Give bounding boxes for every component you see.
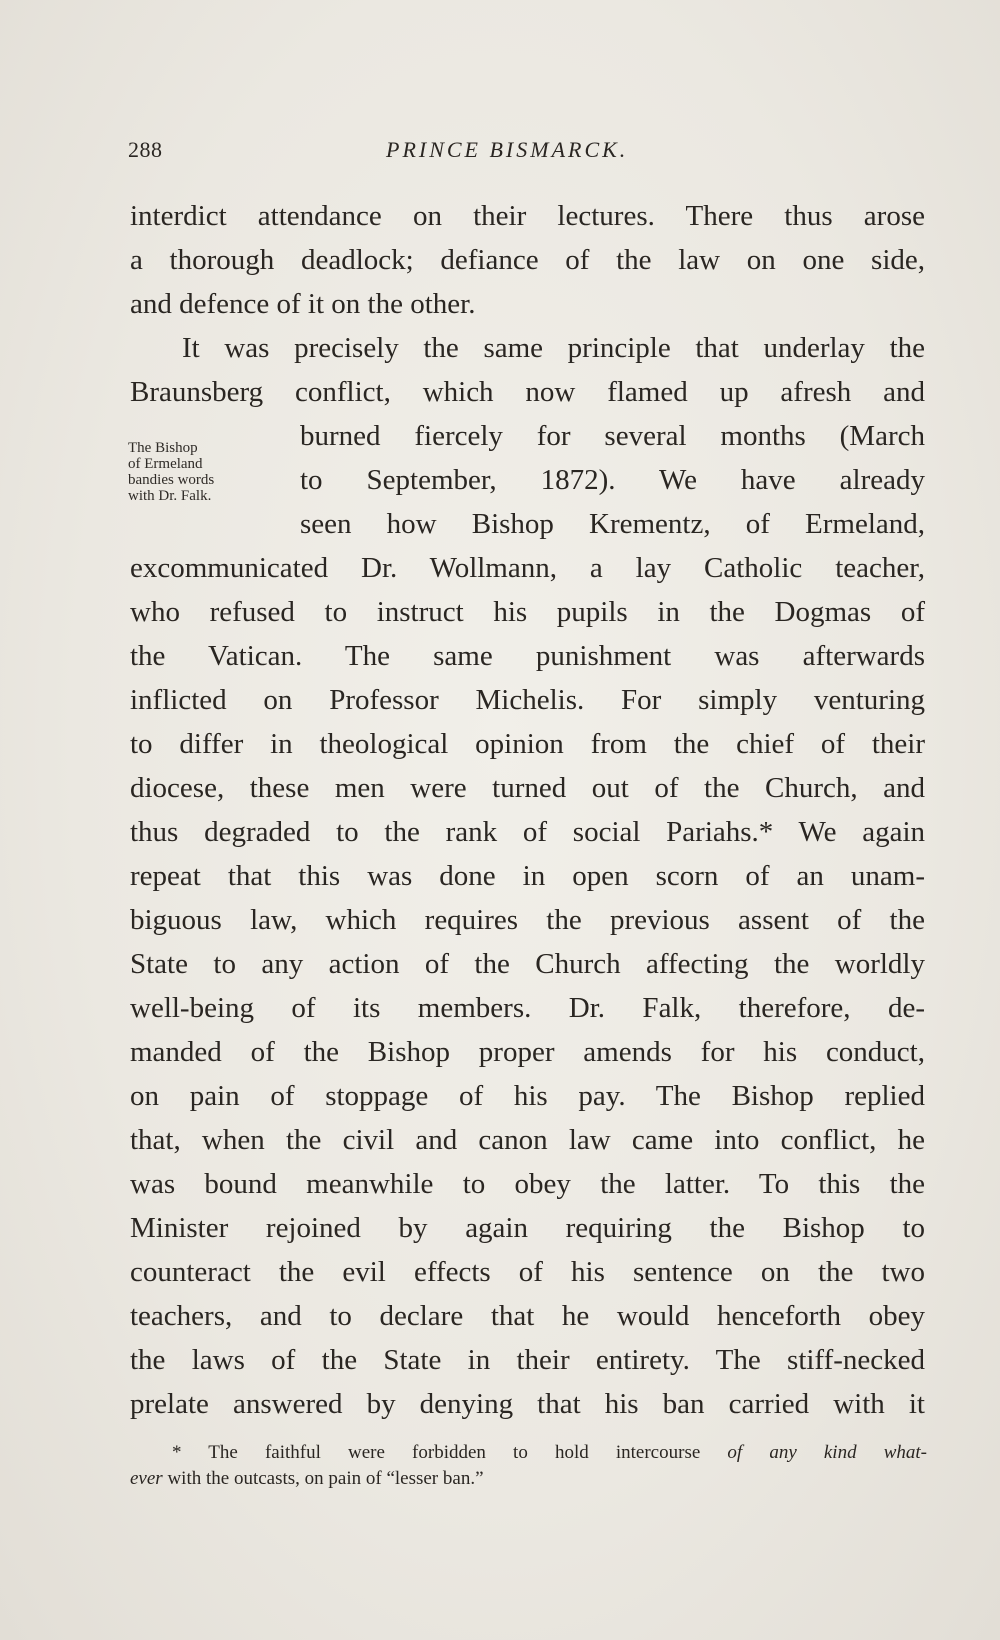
text-line: Braunsberg conflict, which now flamed up afresh and xyxy=(130,376,925,408)
text-line: prelate answered by denying that his ban carried with it xyxy=(130,1388,925,1420)
footnote-emphasis: of any kind what- xyxy=(727,1442,927,1463)
text-line: well-being of its members. Dr. Falk, therefore, de- xyxy=(130,992,925,1024)
text-line: repeat that this was done in open scorn of an unam- xyxy=(130,860,925,892)
margin-note-line: The Bishop xyxy=(128,440,198,456)
text-line: biguous law, which requires the previous assent of the xyxy=(130,904,925,936)
text-line: interdict attendance on their lectures. There thus arose xyxy=(130,200,925,232)
text-line: the laws of the State in their entirety. The stiff-necked xyxy=(130,1344,925,1376)
margin-note-line: bandies words xyxy=(128,472,215,488)
footnote-line xyxy=(130,1440,927,1466)
text-line: to September, 1872). We have already xyxy=(300,464,925,496)
footnote-emphasis: ever xyxy=(130,1468,163,1489)
text-line: Minister rejoined by again requiring the Bishop to xyxy=(130,1212,925,1244)
text-line: the Vatican. The same punishment was afterwards xyxy=(130,640,925,672)
footnote-line xyxy=(130,1466,927,1492)
text-line: State to any action of the Church affecting the worldly xyxy=(130,948,925,980)
text-line: thus degraded to the rank of social Pariahs.* We again xyxy=(130,816,925,848)
body-text xyxy=(130,194,925,1426)
text-line: and defence of it on the other. xyxy=(130,288,476,320)
footnote-text: with the outcasts, on pain of “lesser ban.” xyxy=(162,1468,484,1489)
margin-note-line: with Dr. Falk. xyxy=(128,488,212,504)
running-head: PRINCE BISMARCK. xyxy=(386,137,629,162)
page-header xyxy=(128,137,928,169)
text-line: diocese, these men were turned out of the Church, and xyxy=(130,772,925,804)
text-line: that, when the civil and canon law came into conflict, he xyxy=(130,1124,925,1156)
footnote-text: * The faithful were forbidden to hold intercourse xyxy=(172,1442,728,1463)
text-line: counteract the evil effects of his sentence on the two xyxy=(130,1256,925,1288)
text-line: burned fiercely for several months (March xyxy=(300,420,925,452)
text-line: manded of the Bishop proper amends for his conduct, xyxy=(130,1036,925,1068)
footnote xyxy=(130,1440,927,1492)
page-number: 288 xyxy=(128,137,163,162)
text-line: a thorough deadlock; defiance of the law on one side, xyxy=(130,244,925,276)
text-line: who refused to instruct his pupils in the Dogmas of xyxy=(130,596,925,628)
text-line: seen how Bishop Krementz, of Ermeland, xyxy=(300,508,925,540)
text-line: inflicted on Professor Michelis. For simply venturing xyxy=(130,684,925,716)
text-line: It was precisely the same principle that underlay the xyxy=(182,332,925,364)
text-line: on pain of stoppage of his pay. The Bishop replied xyxy=(130,1080,925,1112)
text-line: to differ in theological opinion from the chief of their xyxy=(130,728,925,760)
margin-note-line: of Ermeland xyxy=(128,456,203,472)
text-line: excommunicated Dr. Wollmann, a lay Catholic teacher, xyxy=(130,552,925,584)
text-line: teachers, and to declare that he would henceforth obey xyxy=(130,1300,925,1332)
text-line: was bound meanwhile to obey the latter. To this the xyxy=(130,1168,925,1200)
